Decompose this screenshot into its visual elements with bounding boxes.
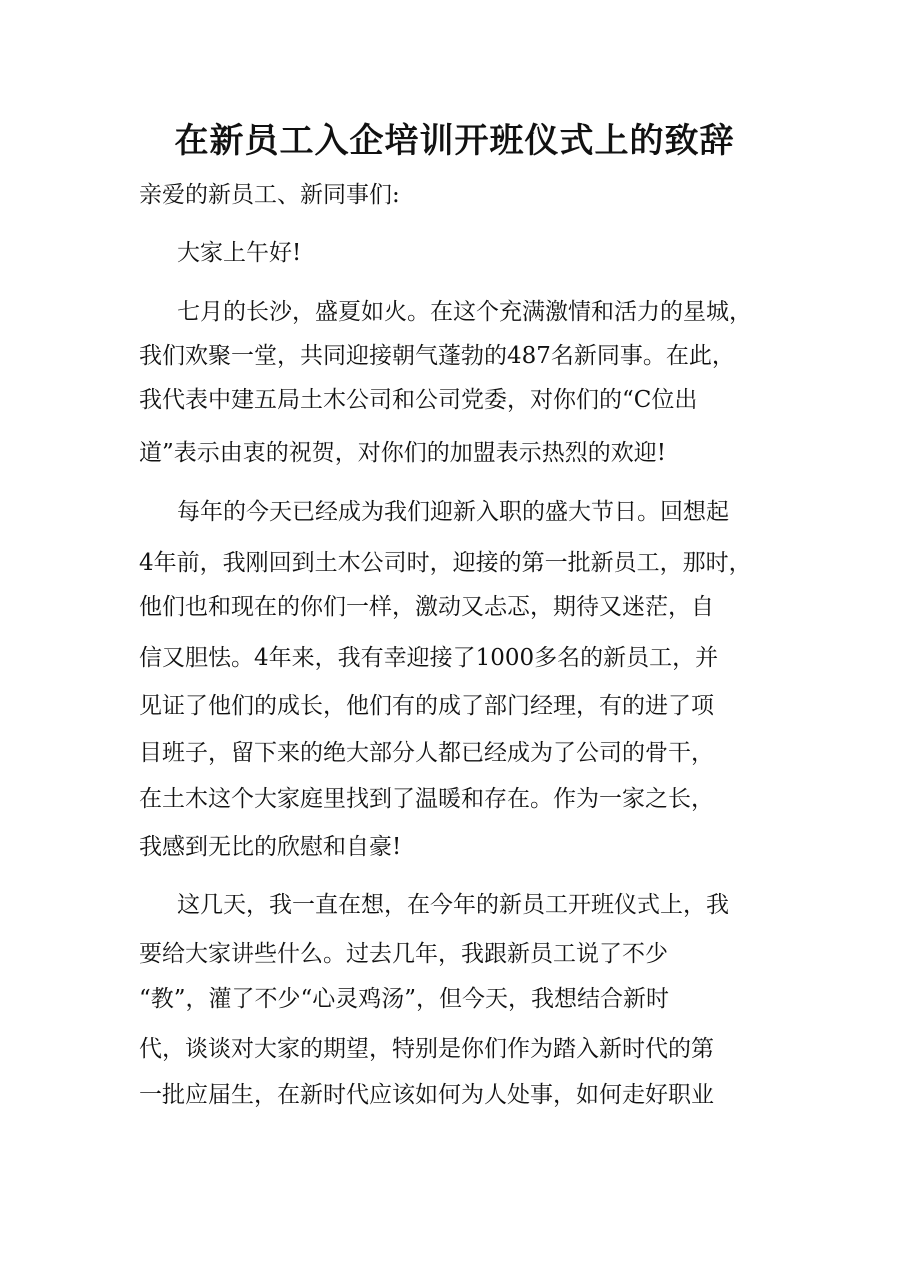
- document-title: 在新员工入企培训开班仪式上的致辞: [174, 121, 735, 161]
- paragraph-1-line-3: 我代表中建五局土木公司和公司党委，对你们的“C位出: [139, 387, 698, 413]
- paragraph-1-line-2: 我们欢聚一堂，共同迎接朝气蓬勃的487名新同事。在此，: [139, 343, 735, 369]
- paragraph-2-line-2: 4年前，我刚回到土木公司时，迎接的第一批新员工，那时，: [139, 550, 752, 576]
- paragraph-2-line-4: 信又胆怯。4年来，我有幸迎接了1000多名的新员工，并: [139, 645, 719, 671]
- paragraph-3-line-3: “教”，灌了不少“心灵鸡汤”，但今天，我想结合新时: [139, 986, 670, 1012]
- paragraph-3-line-2: 要给大家讲些什么。过去几年，我跟新员工说了不少: [139, 941, 668, 967]
- salutation-line: 亲爱的新员工、新同事们:: [139, 182, 400, 208]
- paragraph-1-line-1: 七月的长沙，盛夏如火。在这个充满激情和活力的星城，: [177, 299, 752, 325]
- paragraph-2-line-1: 每年的今天已经成为我们迎新入职的盛大节日。回想起: [177, 499, 729, 525]
- paragraph-2-line-8: 我感到无比的欣慰和自豪!: [139, 834, 402, 860]
- paragraph-3-line-4: 代，谈谈对大家的期望，特别是你们作为踏入新时代的第: [139, 1036, 714, 1062]
- paragraph-2-line-6: 目班子，留下来的绝大部分人都已经成为了公司的骨干，: [139, 740, 714, 766]
- paragraph-3-line-5: 一批应届生，在新时代应该如何为人处事，如何走好职业: [139, 1082, 714, 1108]
- paragraph-2-line-3: 他们也和现在的你们一样，激动又忐忑，期待又迷茫，自: [139, 594, 714, 620]
- greeting-line: 大家上午好!: [177, 240, 302, 266]
- paragraph-2-line-5: 见证了他们的成长，他们有的成了部门经理，有的进了项: [139, 693, 714, 719]
- paragraph-3-line-1: 这几天，我一直在想，在今年的新员工开班仪式上，我: [177, 892, 729, 918]
- paragraph-1-line-4: 道”表示由衷的祝贺，对你们的加盟表示热烈的欢迎!: [139, 440, 667, 466]
- paragraph-2-line-7: 在土木这个大家庭里找到了温暖和存在。作为一家之长，: [139, 786, 714, 812]
